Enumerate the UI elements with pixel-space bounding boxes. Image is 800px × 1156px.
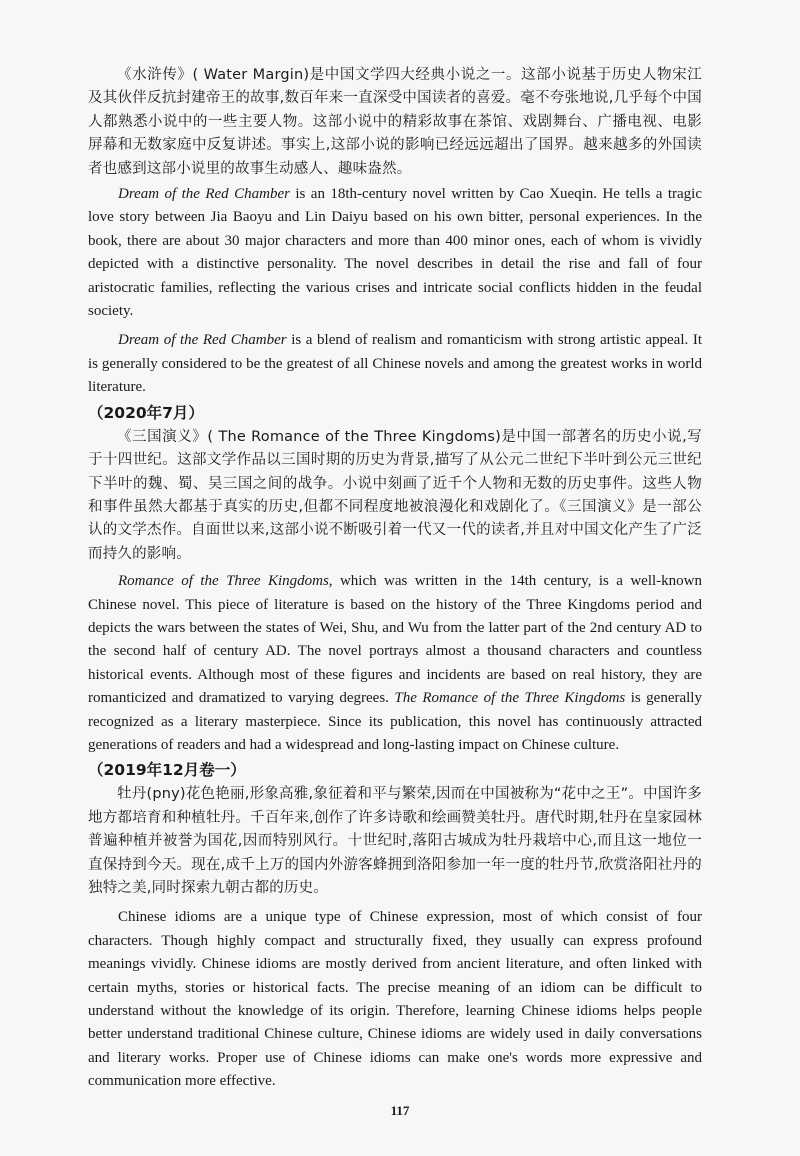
water-margin-chinese-paragraph: 《水浒传》( Water Margin)是中国文学四大经典小说之一。这部小说基于历史人物宋江及其伙伴反抗封建帝王的故事,数百年来一直深受中国读者的喜爱。毫不夸张地说,几乎每个中国人都熟悉小说中的一些主要人物。这部小说中的精彩故事在茶馆、戏剧舞台、广播电视、电影屏幕和无数家庭中反复讲述。事实上,这部小说的影响已经远远超出了国界。越来越多的外国读者也感到这部小说里的故事生动感人、趣味盎然。 xyxy=(88,67,702,177)
three-kingdoms-english-paragraph xyxy=(88,570,702,757)
paragraph-text: , which was written in the 14th century, is a well-known Chinese novel. This piece of literature is based on the history of the Three Kingdoms period and depicts the wars between the states of Wei, Shu, and Wu from the latter part of the 2nd century AD to the second half of century AD. The novel portrays almost a thousand characters and countless historical events. Although most of these figures and incidents are based on real history, they are romanticized and dramatized to varying degrees. xyxy=(88,573,703,707)
book-title: Dream of the Red Chamber xyxy=(118,332,287,349)
section-heading-2020-07: （2020年7月） xyxy=(88,403,204,422)
red-chamber-paragraph-2 xyxy=(88,329,702,399)
book-title: Dream of the Red Chamber xyxy=(118,186,290,203)
paragraph-text: is a blend of realism and romanticism with strong artistic appeal. It is generally considered to be the greatest of all Chinese novels and among the greatest works in world literature. xyxy=(88,332,702,396)
page-number: 117 xyxy=(390,1103,410,1118)
paragraph-text: is an 18th-century novel written by Cao Xueqin. He tells a tragic love story between Jia Baoyu and Lin Daiyu based on his own bitter, personal experiences. In the book, there are about 30 major characters and more than 400 minor ones, each of whom is vividly depicted with a distinctive personality. The novel describes in detail the rise and fall of four aristocratic families, reflecting the various crises and intricate social conflicts hidden in the feudal society. xyxy=(88,186,703,320)
paragraph-text: is generally recognized as a literary masterpiece. Since its publication, this novel has continuously attracted generations of readers and had a widespread and long-lasting impact on Chinese culture. xyxy=(88,690,702,753)
peony-chinese-paragraph: 牡丹(pny)花色艳丽,形象高雅,象征着和平与繁荣,因而在中国被称为“花中之王”。中国许多地方都培育和种植牡丹。千百年来,创作了许多诗歌和绘画赞美牡丹。唐代时期,牡丹在皇家园林普遍种植并被誉为国花,因而特别风行。十世纪时,落阳古城成为牡丹栽培中心,而且这一地位一直保持到今天。现在,成千上万的国内外游客蜂拥到洛阳参加一年一度的牡丹节,欣赏洛阳社丹的独特之美,同时探索九朝古都的历史。 xyxy=(88,786,702,896)
book-title: Romance of the Three Kingdoms xyxy=(118,573,329,590)
section-heading-2019-12: （2019年12月卷一） xyxy=(88,761,246,780)
book-title: The Romance of the Three Kingdoms xyxy=(394,690,626,707)
red-chamber-paragraph-1 xyxy=(88,183,702,323)
chinese-idioms-paragraph: Chinese idioms are a unique type of Chinese expression, most of which consist of four characters. Though highly compact and structurally fixed, they usually can express profound meanings vividly. Chinese idioms are mostly derived from ancient literature, and often linked with certain myths, stories or historical facts. The precise meaning of an idiom can be difficult to understand without the knowledge of its origin. Therefore, learning Chinese idioms helps people better understand traditional Chinese culture, Chinese idioms are widely used in daily conversations and literary works. Proper use of Chinese idioms can make one's words more expressive and communication more effective. xyxy=(88,909,702,1090)
three-kingdoms-chinese-paragraph: 《三国演义》( The Romance of the Three Kingdoms)是中国一部著名的历史小说,写于十四世纪。这部文学作品以三国时期的历史为背景,描写了从公元二世纪下半叶到公元三世纪下半叶的魏、蜀、吴三国之间的战争。小说中刻画了近千个人物和无数的历史事件。这些人物和事件虽然大都基于真实的历史,但都不同程度地被浪漫化和戏剧化了。《三国演义》是一部公认的文学杰作。自面世以来,这部小说不断吸引着一代又一代的读者,并且对中国文化产生了广泛而持久的影响。 xyxy=(88,428,702,562)
